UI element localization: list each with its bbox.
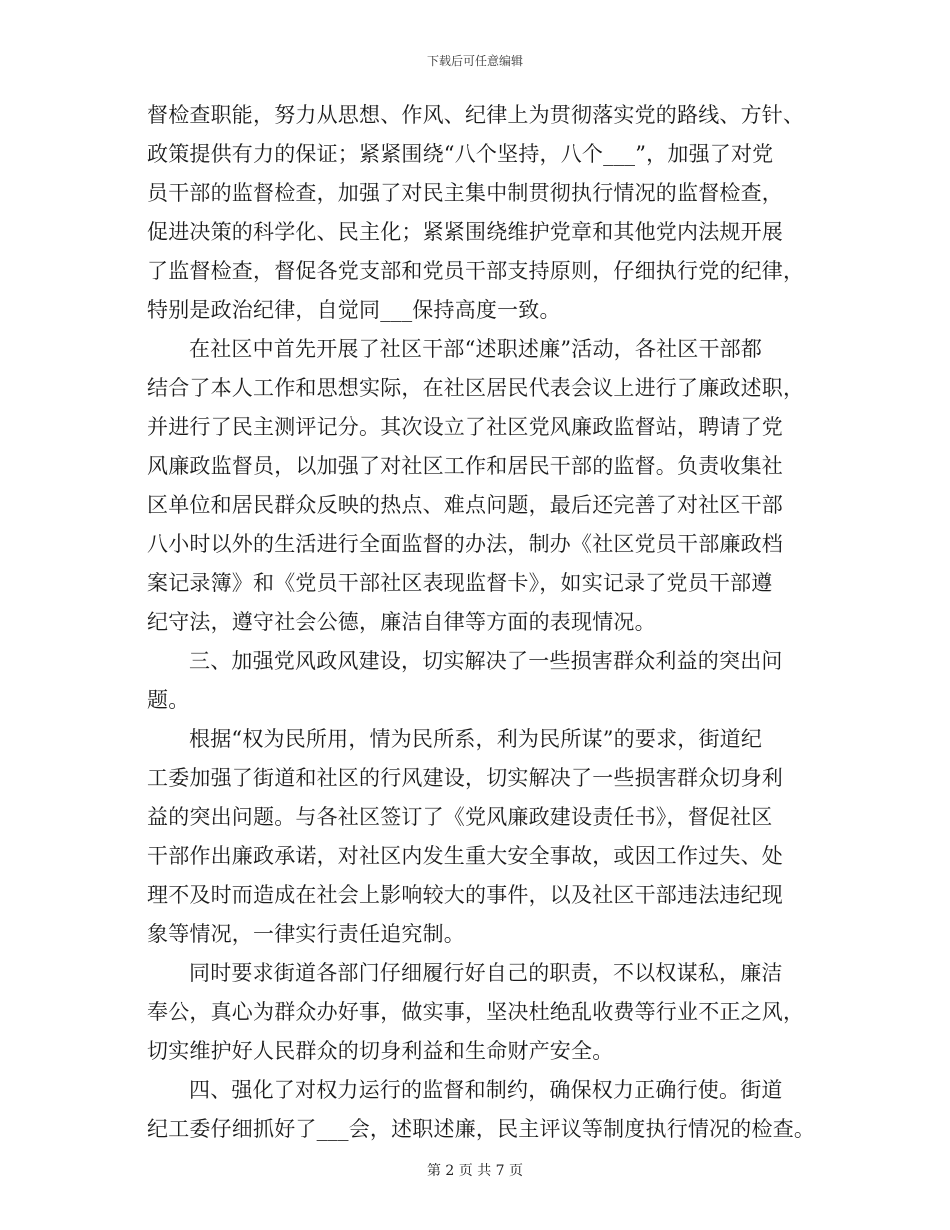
- paragraph-start: 根据“权为民所用，情为民所系，利为民所谋”的要求，街道纪: [189, 727, 763, 751]
- text-line: 特别是政治纪律，自觉同___保持高度一致。: [147, 298, 561, 322]
- text-line: 切实维护好人民群众的切身利益和生命财产安全。: [147, 1039, 614, 1063]
- text-line: 案记录簿》和《党员干部社区表现监督卡》，如实记录了党员干部遵: [147, 571, 773, 595]
- text-line: 象等情况，一律实行责任追究制。: [147, 922, 465, 946]
- text-line: 促进决策的科学化、民主化；紧紧围绕维护党章和其他党内法规开展: [147, 220, 783, 244]
- text-line: 员干部的监督检查，加强了对民主集中制贯彻执行情况的监督检查，: [147, 181, 783, 205]
- text-line: 干部作出廉政承诺，对社区内发生重大安全事故，或因工作过失、处: [147, 844, 783, 868]
- text-line: 益的突出问题。与各社区签订了《党风廉政建设责任书》，督促社区: [147, 805, 773, 829]
- text-line: 政策提供有力的保证；紧紧围绕“八个坚持，八个___”，加强了对党: [147, 142, 774, 166]
- text-line: 了监督检查，督促各党支部和党员干部支持原则，仔细执行党的纪律，: [147, 259, 805, 283]
- text-line: 纪守法，遵守社会公德，廉洁自律等方面的表现情况。: [147, 610, 656, 634]
- paragraph-start: 在社区中首先开展了社区干部“述职述廉”活动，各社区干部都: [189, 337, 763, 361]
- text-line: 八小时以外的生活进行全面监督的办法，制办《社区党员干部廉政档: [147, 532, 783, 556]
- text-line: 理不及时而造成在社会上影响较大的事件，以及社区干部违法违纪现: [147, 883, 783, 907]
- text-line: 奉公，真心为群众办好事，做实事，坚决杜绝乱收费等行业不正之风，: [147, 1000, 805, 1024]
- text-line: 并进行了民主测评记分。其次设立了社区党风廉政监督站，聘请了党: [147, 415, 783, 439]
- paragraph-start: 同时要求街道各部门仔细履行好自己的职责，不以权谋私，廉洁: [189, 961, 783, 985]
- text-line: 工委加强了街道和社区的行风建设，切实解决了一些损害群众切身利: [147, 766, 783, 790]
- text-line: 风廉政监督员，以加强了对社区工作和居民干部的监督。负责收集社: [147, 454, 783, 478]
- page-footer: 第 2 页 共 7 页: [426, 1163, 524, 1179]
- text-line: 督检查职能，努力从思想、作风、纪律上为贯彻落实党的路线、方针、: [147, 103, 805, 127]
- text-line: 题。: [147, 688, 190, 712]
- text-line: 区单位和居民群众反映的热点、难点问题，最后还完善了对社区干部: [147, 493, 783, 517]
- text-line: 结合了本人工作和思想实际，在社区居民代表会议上进行了廉政述职，: [147, 376, 805, 400]
- section-heading: 四、强化了对权力运行的监督和制约，确保权力正确行使。街道: [189, 1078, 783, 1102]
- text-line: 纪工委仔细抓好了___会，述职述廉，民主评议等制度执行情况的检查。: [147, 1117, 816, 1141]
- section-heading: 三、加强党风政风建设，切实解决了一些损害群众利益的突出问: [189, 649, 783, 673]
- document-body: [147, 96, 823, 1149]
- page-header: 下载后可任意编辑: [426, 54, 523, 68]
